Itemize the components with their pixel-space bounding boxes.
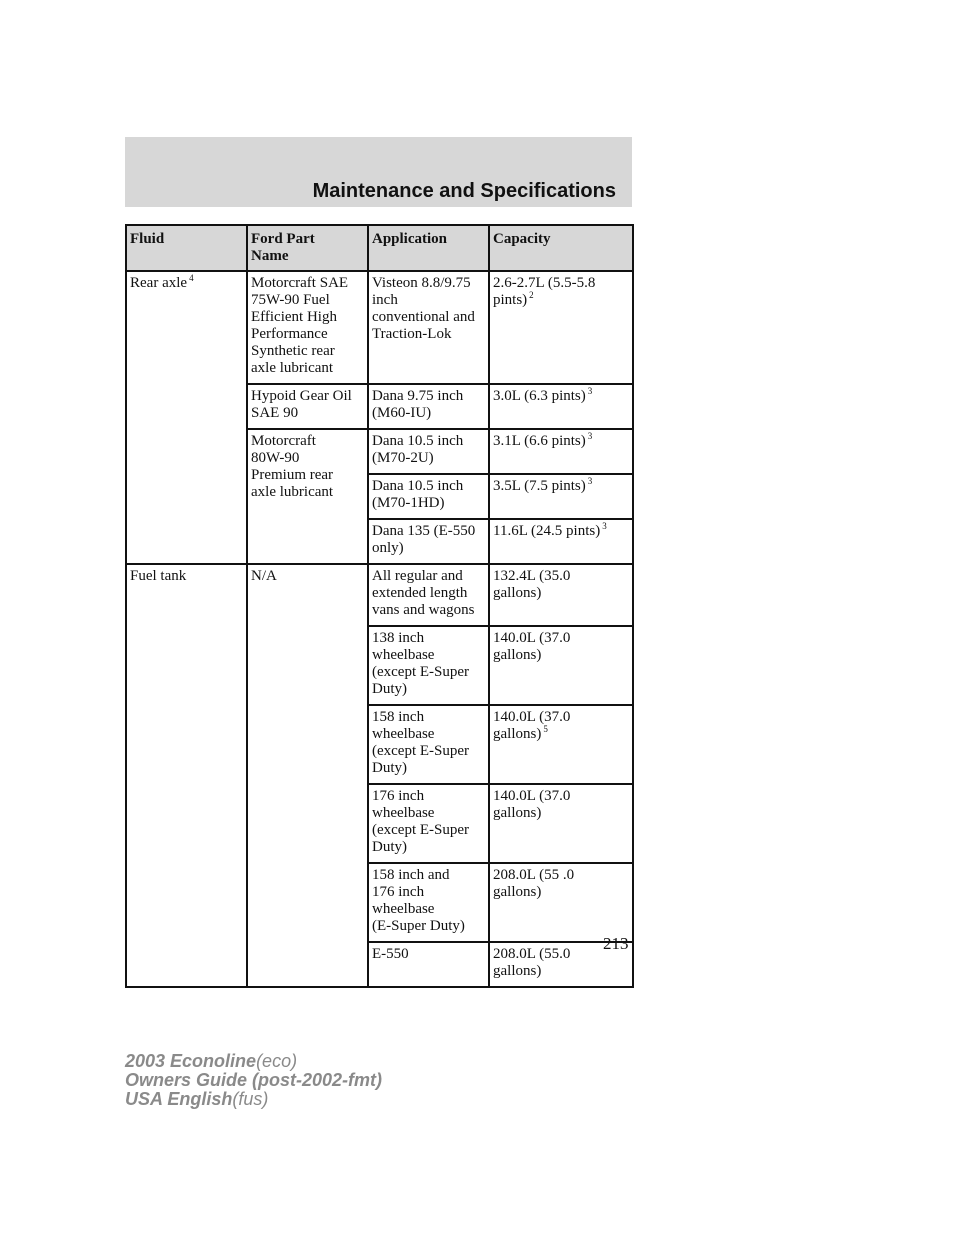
part-name-cell: Motorcraft SAE 75W-90 Fuel Efficient High Performance Synthetic rear axle lubricant: [247, 271, 368, 384]
footnote-marker: 3: [602, 521, 607, 531]
column-header-application: Application: [368, 225, 489, 271]
footer-line-guide: Owners Guide (post-2002-fmt): [125, 1070, 383, 1090]
part-name-cell: Hypoid Gear Oil SAE 90: [247, 384, 368, 429]
capacity-cell: 3.1L (6.6 pints) $^3$: [489, 429, 633, 474]
column-header-ford-part-name: Ford Part Name: [247, 225, 368, 271]
part-name-cell: Motorcraft 80W-90 Premium rear axle lubricant: [247, 429, 368, 564]
column-header-capacity: Capacity: [489, 225, 633, 271]
page-number: 213: [603, 934, 629, 953]
footnote-marker: 4: [189, 273, 194, 283]
capacity-cell: 3.5L (7.5 pints) $^3$: [489, 474, 633, 519]
capacity-cell: 140.0L (37.0 gallons): [489, 626, 633, 705]
capacity-cell: 140.0L (37.0 gallons) $^5$: [489, 705, 633, 784]
application-cell: 176 inch wheelbase (except E-Super Duty): [368, 784, 489, 863]
application-cell: Dana 9.75 inch (M60-IU): [368, 384, 489, 429]
application-cell: 158 inch and 176 inch wheelbase (E-Super Duty): [368, 863, 489, 942]
footnote-marker: 2: [529, 290, 534, 300]
capacity-cell: 3.0L (6.3 pints) $^3$: [489, 384, 633, 429]
application-cell: Dana 10.5 inch (M70-1HD): [368, 474, 489, 519]
section-header-band: [125, 137, 632, 207]
footer-line-language: USA English(fus): [125, 1089, 269, 1109]
column-header-fluid: Fluid: [126, 225, 247, 271]
application-cell: Dana 10.5 inch (M70-2U): [368, 429, 489, 474]
application-cell: 138 inch wheelbase (except E-Super Duty): [368, 626, 489, 705]
table-header-row: [126, 225, 633, 271]
capacity-cell: 208.0L (55 .0 gallons): [489, 863, 633, 942]
fluid-fuel-tank: Fuel tank: [126, 564, 247, 987]
fluid-specifications-table: [125, 224, 634, 988]
capacity-cell: 2.6-2.7L (5.5-5.8 pints) $^2$: [489, 271, 633, 384]
footnote-marker: 3: [587, 386, 593, 396]
fluid-rear-axle: Rear axle $^4$: [126, 271, 247, 564]
footnote-marker: 5: [543, 724, 548, 734]
application-cell: E-550: [368, 942, 489, 987]
application-cell: Dana 135 (E-550 only): [368, 519, 489, 564]
document-footer: [125, 1052, 382, 1109]
table-row: [126, 564, 633, 626]
application-cell: Visteon 8.8/9.75 inch conventional and Traction-Lok: [368, 271, 489, 384]
capacity-cell: 132.4L (35.0 gallons): [489, 564, 633, 626]
footnote-marker: 3: [587, 476, 593, 486]
section-title: Maintenance and Specifications: [312, 180, 616, 202]
application-cell: All regular and extended length vans and wagons: [368, 564, 489, 626]
application-cell: 158 inch wheelbase (except E-Super Duty): [368, 705, 489, 784]
part-name-cell: N/A: [247, 564, 368, 987]
footer-line-model: 2003 Econoline(eco): [125, 1051, 298, 1071]
footnote-marker: 3: [587, 431, 593, 441]
table-row: [126, 271, 633, 384]
capacity-cell: 208.0L (55.0 gallons): [489, 942, 633, 987]
capacity-cell: 140.0L (37.0 gallons): [489, 784, 633, 863]
capacity-cell: 11.6L (24.5 pints) $^3$: [489, 519, 633, 564]
